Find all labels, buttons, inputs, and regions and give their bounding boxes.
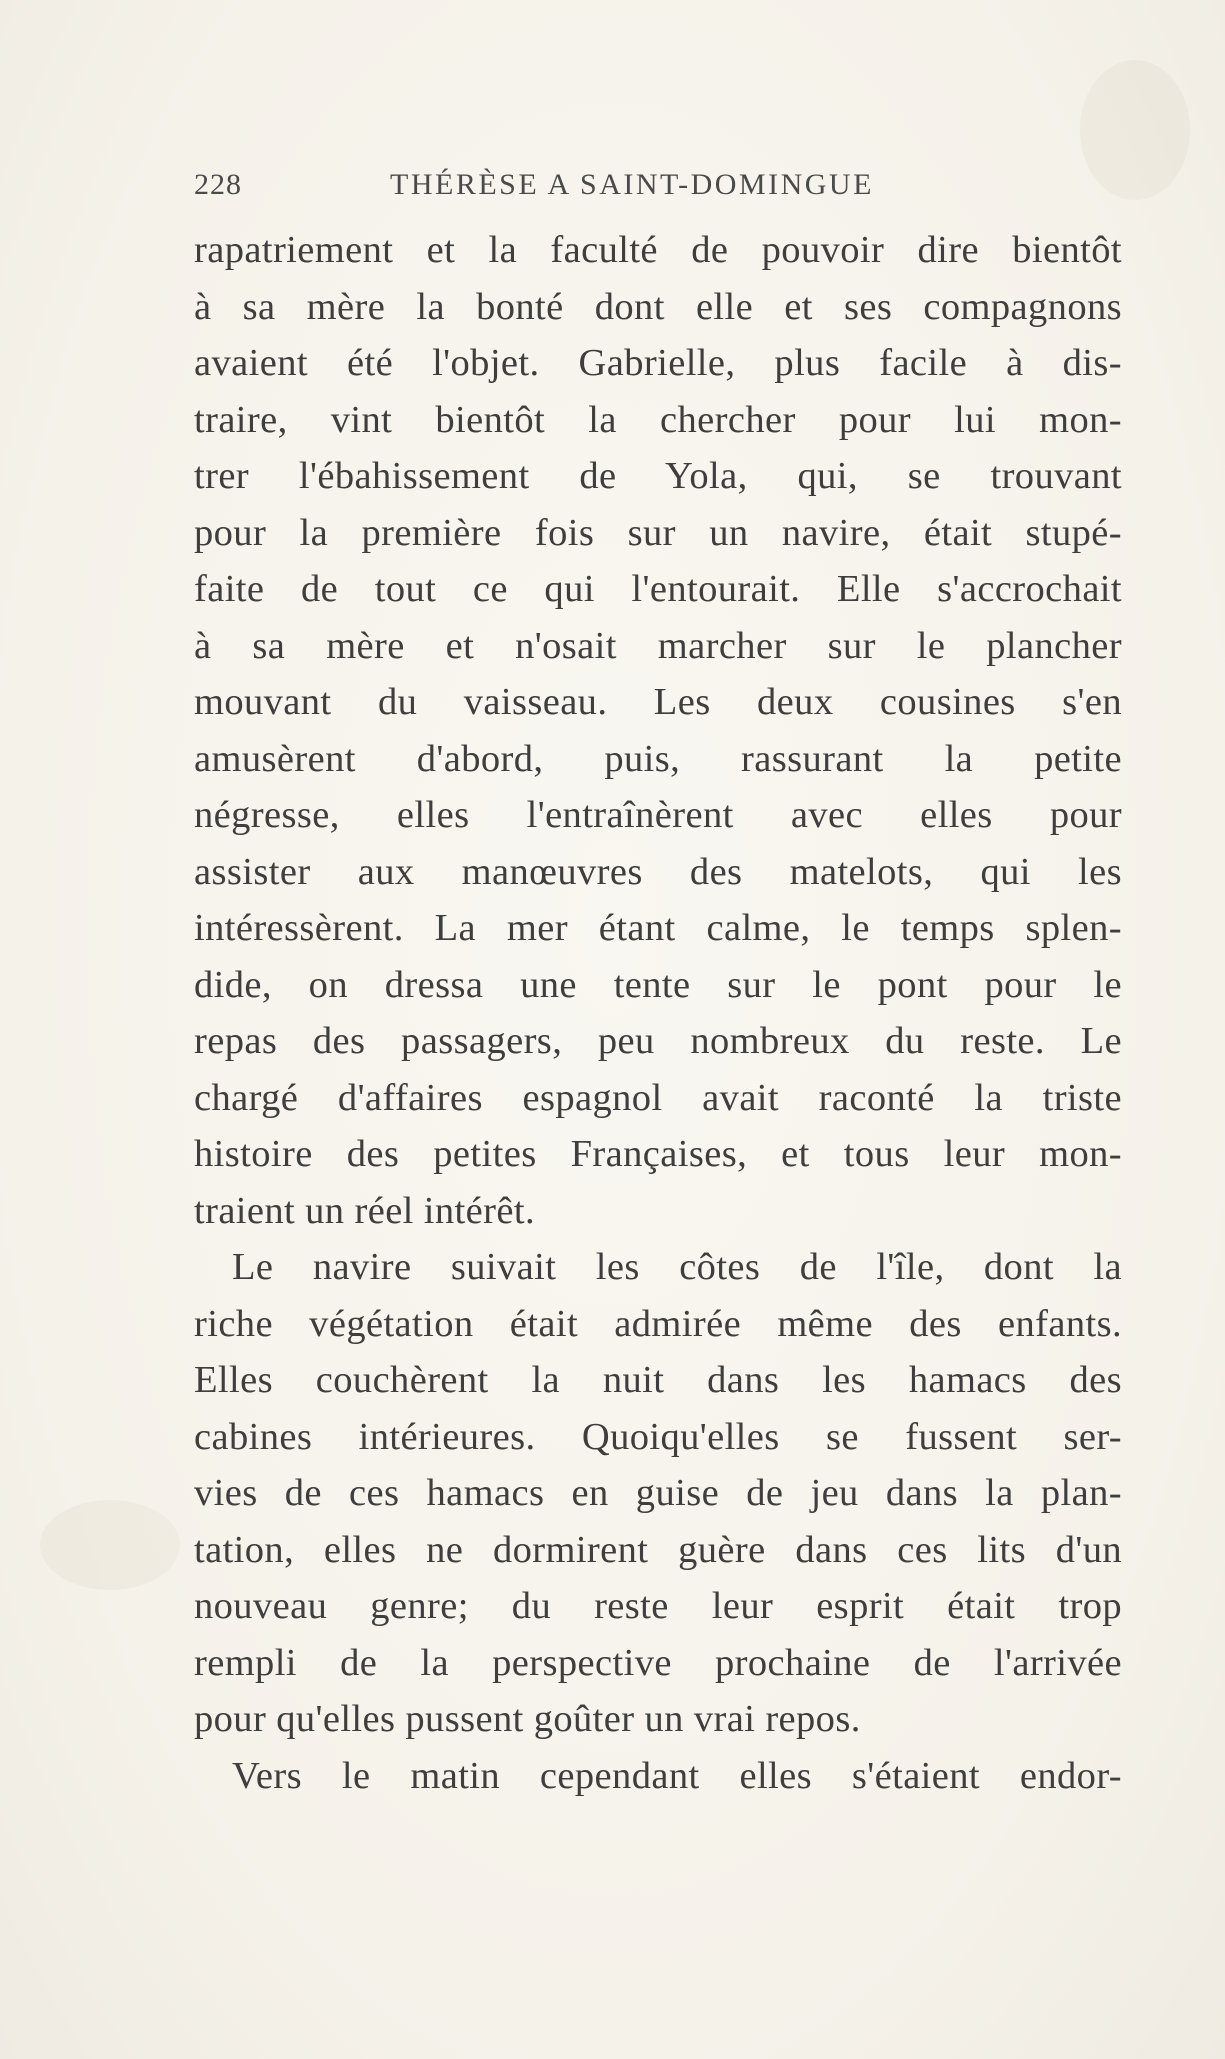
text-line: riche végétation était admirée même des enfants. [194, 1302, 1122, 1345]
text-line: négresse, elles l'entraînèrent avec elles pour [194, 794, 1122, 836]
text-line: vies de ces hamacs en guise de jeu dans la plan- [194, 1472, 1122, 1514]
page-number: 228 [194, 168, 242, 201]
running-title: THÉRÈSE A SAINT-DOMINGUE [390, 168, 874, 201]
text-line: traire, vint bientôt la chercher pour lui mon- [194, 398, 1122, 441]
text-line: rempli de la perspective prochaine de l'arrivée [194, 1641, 1122, 1684]
text-line: dide, on dressa une tente sur le pont pour le [194, 963, 1122, 1006]
text-line: trer l'ébahissement de Yola, qui, se trouvant [194, 455, 1122, 497]
text-line: pour qu'elles pussent goûter un vrai repos. [194, 1698, 861, 1740]
text-line: intéressèrent. La mer étant calme, le temps splen- [194, 907, 1122, 949]
text-line: à sa mère et n'osait marcher sur le plancher [194, 624, 1122, 667]
text-line: avaient été l'objet. Gabrielle, plus facile à dis- [194, 342, 1122, 384]
body-text [194, 222, 1122, 1804]
text-line: assister aux manœuvres des matelots, qui les [194, 850, 1122, 893]
text-line: nouveau genre; du reste leur esprit était trop [194, 1585, 1122, 1627]
paper-stain [40, 1500, 180, 1590]
text-line: rapatriement et la faculté de pouvoir dire bientôt [194, 229, 1122, 271]
text-line: à sa mère la bonté dont elle et ses compagnons [194, 285, 1122, 328]
text-line: Le navire suivait les côtes de l'île, dont la [232, 1246, 1122, 1288]
text-line: Elles couchèrent la nuit dans les hamacs des [194, 1359, 1122, 1401]
text-line: cabines intérieures. Quoiqu'elles se fussent ser- [194, 1415, 1122, 1458]
text-line: amusèrent d'abord, puis, rassurant la petite [194, 737, 1122, 780]
text-line: traient un réel intérêt. [194, 1189, 535, 1232]
text-line: mouvant du vaisseau. Les deux cousines s'en [194, 681, 1122, 723]
page-header [194, 168, 1124, 208]
text-line: faite de tout ce qui l'entourait. Elle s'accrochait [194, 568, 1122, 610]
text-line: histoire des petites Françaises, et tous leur mon- [194, 1133, 1122, 1175]
text-line: tation, elles ne dormirent guère dans ces lits d'un [194, 1528, 1122, 1571]
text-line: chargé d'affaires espagnol avait raconté la triste [194, 1076, 1122, 1119]
text-line: Vers le matin cependant elles s'étaient endor- [232, 1754, 1122, 1797]
text-line: pour la première fois sur un navire, était stupé- [194, 511, 1122, 554]
text-line: repas des passagers, peu nombreux du reste. Le [194, 1020, 1122, 1062]
